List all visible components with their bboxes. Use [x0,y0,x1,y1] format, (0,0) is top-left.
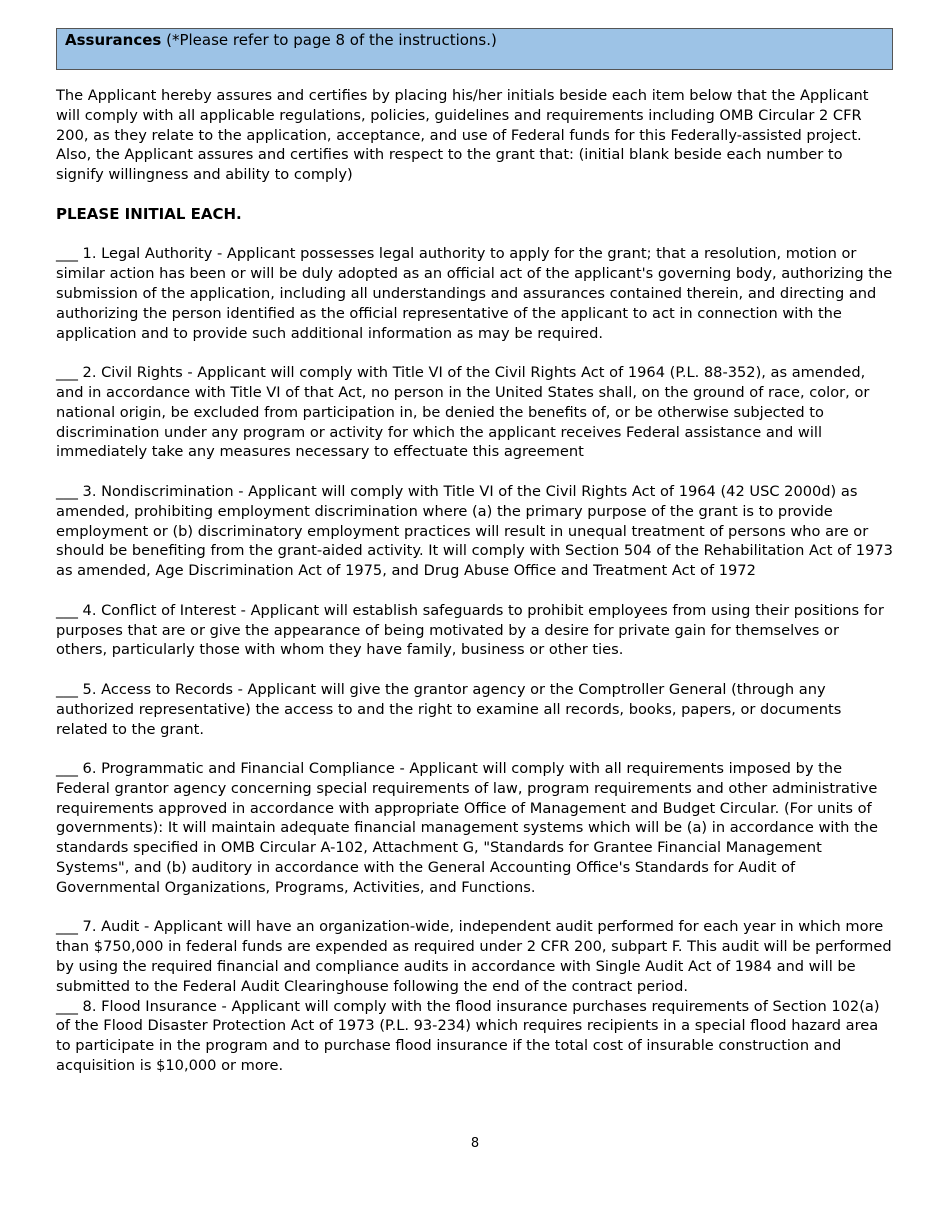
assurances-title: Assurances [65,31,162,49]
assurance-item-6 [56,759,894,898]
initial-blank-5[interactable]: ___ [56,680,78,698]
assurance-text-2: 2. Civil Rights - Applicant will comply with Title VI of the Civil Rights Act of 1964 (P.L. 88-352), as amended, and in accordance with Title VI of that Act, no person in the United States shall, on the ground of race, color, or national origin, be excluded from participation in, be denied the benefits of, or be otherwise subjected to discrimination under any program or activity for which the applicant receives Federal assistance and will immediately take any measures necessary to effectuate this agreement [56,364,870,461]
initial-blank-8[interactable]: ___ [56,997,78,1015]
initial-blank-3[interactable]: ___ [56,482,78,500]
initial-blank-4[interactable]: ___ [56,601,78,619]
initial-blank-2[interactable]: ___ [56,364,78,382]
assurance-text-1: 1. Legal Authority - Applicant possesses legal authority to apply for the grant; that a resolution, motion or similar action has been or will be duly adopted as an official act of the applicant's governing body, authorizing the submission of the application, including all understandings and assurances contained therein, and directing and authorizing the person identified as the official representative of the applicant to act in connection with the application and to provide such additional information as may be required. [56,245,893,342]
assurance-text-7: 7. Audit - Applicant will have an organization-wide, independent audit performed for each year in which more than $750,000 in federal funds are expended as required under 2 CFR 200, subpart F. This audit will be performed by using the required financial and compliance audits in accordance with Single Audit Act of 1984 and will be submitted to the Federal Audit Clearinghouse following the end of the contract period. [56,918,892,995]
initial-blank-6[interactable]: ___ [56,760,78,778]
assurance-item-5 [56,680,894,739]
intro-paragraph: The Applicant hereby assures and certifies by placing his/her initials beside each item below that the Applicant will comply with all applicable regulations, policies, guidelines and requirements including OMB Circular 2 CFR 200, as they relate to the application, acceptance, and use of Federal funds for this Federally-assisted project. Also, the Applicant assures and certifies with respect to the grant that: (initial blank beside each number to signify willingness and ability to comply) [56,87,869,184]
initial-blank-7[interactable]: ___ [56,918,78,936]
assurance-item-1 [56,244,894,343]
assurance-item-8 [56,997,894,1076]
assurances-header [56,28,893,70]
assurance-text-6: 6. Programmatic and Financial Compliance - Applicant will comply with all requirements imposed by the Federal grantor agency concerning special requirements of law, program requirements and other administrative requirements approved in accordance with appropriate Office of Management and Budget Circular. (For units of governments): It will maintain adequate financial management systems which will be (a) in accordance with the standards specified in OMB Circular A-102, Attachment G, "Standards for Grantee Financial Management Systems", and (b) auditory in accordance with the General Accounting Office's Standards for Audit of Governmental Organizations, Programs, Activities, and Functions. [56,760,879,896]
initial-blank-1[interactable]: ___ [56,245,78,263]
assurance-item-4 [56,601,894,660]
page-number: 8 [470,1136,480,1151]
initial-instruction: PLEASE INITIAL EACH. [56,204,242,223]
assurances-body [56,86,894,1076]
assurance-item-3 [56,482,894,581]
assurance-item-2 [56,363,894,462]
assurance-text-8: 8. Flood Insurance - Applicant will comply with the flood insurance purchases requirements of Section 102(a) of the Flood Disaster Protection Act of 1973 (P.L. 93-234) which requires recipients in a special flood hazard area to participate in the program and to purchase flood insurance if the total cost of insurable construction and acquisition is $10,000 or more. [56,997,880,1075]
assurance-text-3: 3. Nondiscrimination - Applicant will comply with Title VI of the Civil Rights Act of 1964 (42 USC 2000d) as amended, prohibiting employment discrimination where (a) the primary purpose of the grant is to provide employment or (b) discriminatory employment practices will result in unequal treatment of persons who are or should be benefiting from the grant-aided activity. It will comply with Section 504 of the Rehabilitation Act of 1973 as amended, Age Discrimination Act of 1975, and Drug Abuse Office and Treatment Act of 1972 [56,482,893,580]
assurance-item-7 [56,917,894,996]
assurance-text-5: 5. Access to Records - Applicant will give the grantor agency or the Comptroller General (through any authorized representative) the access to and the right to examine all records, books, papers, or documents related to the grant. [56,680,842,738]
assurance-text-4: 4. Conflict of Interest - Applicant will establish safeguards to prohibit employees from using their positions for purposes that are or give the appearance of being motivated by a desire for private gain for themselves or others, particularly those with whom they have family, business or other ties. [56,601,884,659]
assurances-note: (*Please refer to page 8 of the instructions.) [161,31,497,49]
